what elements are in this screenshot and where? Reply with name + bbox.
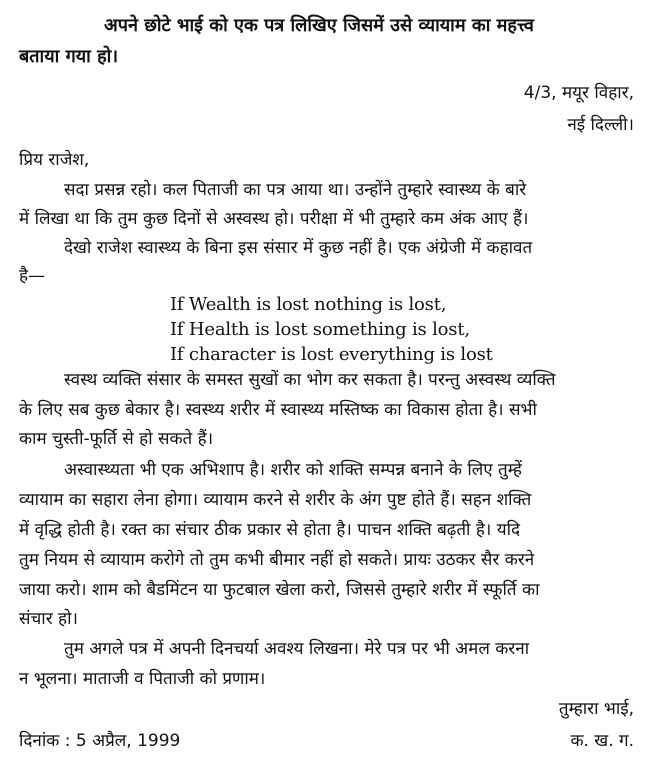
para4-line-6: संचार हो। — [19, 609, 78, 629]
quote-line-3: If character is lost everything is lost — [170, 344, 493, 365]
para4-line-1: अस्वास्थ्यता भी एक अभिशाप है। शरीर को शक्ति सम्पन्न बनाने के लिए तुम्हें — [64, 460, 522, 480]
para4-line-3: में वृद्धि होती है। रक्त का संचार ठीक प्रकार से होता है। पाचन शक्ति बढ़ती है। यदि — [19, 520, 521, 540]
para3-line-2: के लिए सब कुछ बेकार है। स्वस्थ्य शरीर में स्वास्थ्य मस्तिष्क का विकास होता है। सभी — [19, 400, 537, 420]
para2-line-1: देखो राजेश स्वास्थ्य के बिना इस संसार में कुछ नहीं है। एक अंग्रेजी में कहावत — [64, 238, 533, 258]
para3-line-3: काम चुस्ती-फूर्ति से हो सकते हैं। — [19, 429, 214, 449]
quote-line-1: If Wealth is lost nothing is lost, — [170, 294, 447, 315]
para2-line-2: है— — [19, 266, 46, 286]
para1-line-1: सदा प्रसन्न रहो। कल पिताजी का पत्र आया था। उन्होंने तुम्हारे स्वास्थ्य के बारे — [64, 180, 527, 200]
para5-line-1: तुम अगले पत्र में अपनी दिनचर्या अवश्य लिखना। मेरे पत्र पर भी अमल करना — [64, 639, 530, 659]
address-line-2: नई दिल्ली। — [567, 115, 634, 135]
para4-line-2: व्यायाम का सहारा लेना होगा। व्यायाम करने से शरीर के अंग पुष्ट होते हैं। सहन शक्ति — [19, 490, 532, 510]
closing-line: तुम्हारा भाई, — [558, 699, 634, 719]
para4-line-4: तुम नियम से व्यायाम करोगे तो तुम कभी बीमार नहीं हो सकते। प्रायः उठकर सैर करने — [19, 550, 535, 570]
signature: क. ख. ग. — [570, 731, 634, 751]
quote-line-2: If Health is lost something is lost, — [170, 319, 470, 340]
para5-line-2: न भूलना। माताजी व पिताजी को प्रणाम। — [19, 669, 266, 689]
salutation: प्रिय राजेश, — [19, 150, 90, 170]
para1-line-2: में लिखा था कि तुम कुछ दिनों से अस्वस्थ हो। परीक्षा में भी तुम्हारे कम अंक आए हैं। — [19, 209, 529, 229]
question-line-2: बताया गया हो। — [19, 46, 119, 67]
para3-line-1: स्वस्थ व्यक्ति संसार के समस्त सुखों का भोग कर सकता है। परन्तु अस्वस्थ व्यक्ति — [64, 370, 556, 390]
letter-date: दिनांक : 5 अप्रैल, 1999 — [19, 731, 181, 751]
para4-line-5: जाया करो। शाम को बैडमिंटन या फुटबाल खेला करो, जिससे तुम्हारे शरीर में स्फूर्ति का — [19, 580, 540, 600]
question-line-1: अपने छोटे भाई को एक पत्र लिखिए जिसमें उसे व्यायाम का महत्त्व — [104, 15, 534, 36]
address-line-1: 4/3, मयूर विहार, — [523, 83, 634, 103]
